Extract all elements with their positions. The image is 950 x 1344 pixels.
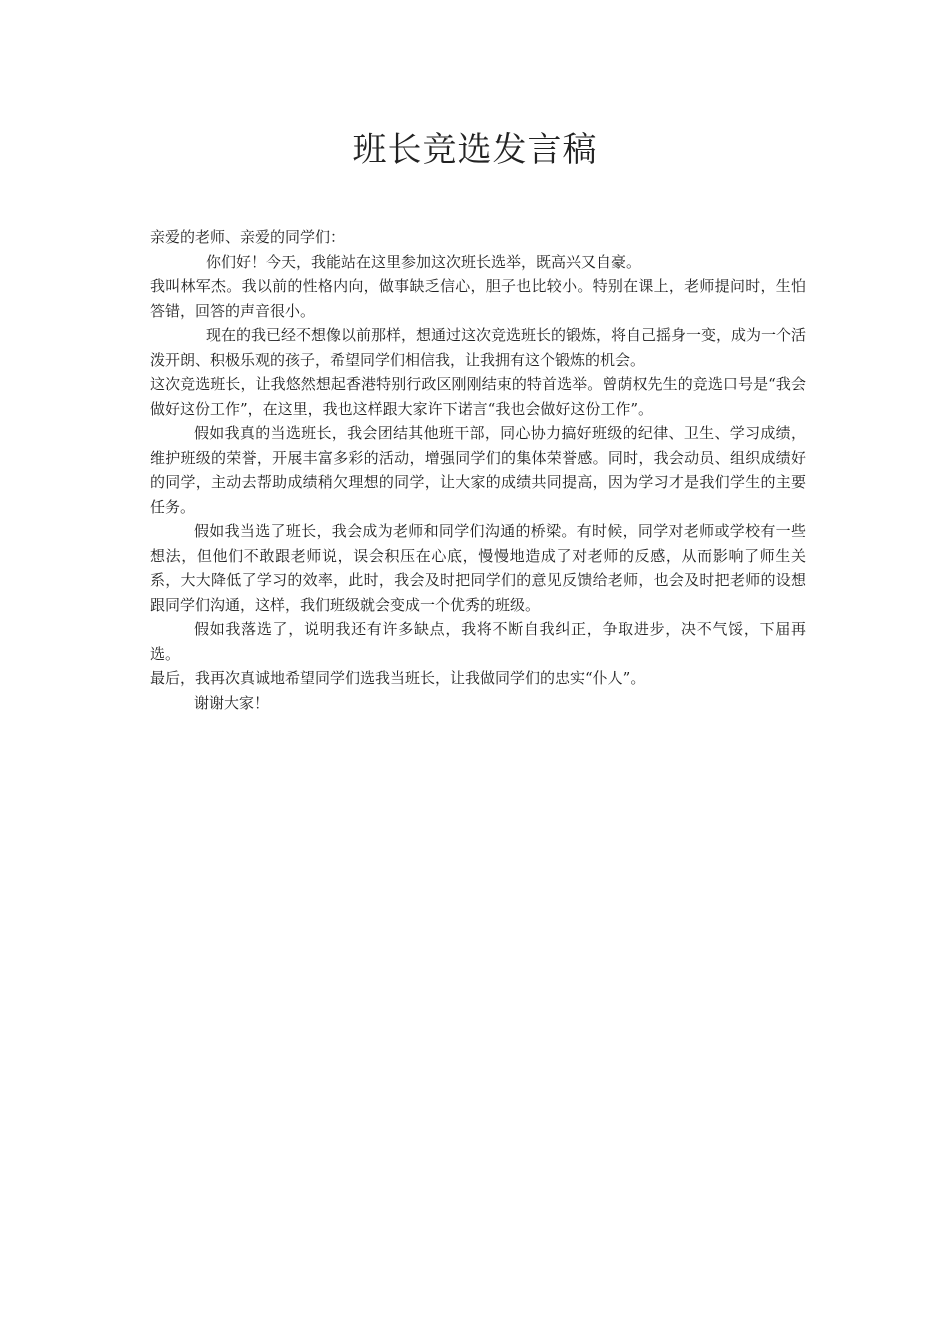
paragraph-greeting: 你们好！今天，我能站在这里参加这次班长选举，既高兴又自豪。 xyxy=(206,252,642,271)
paragraph-inspiration: 这次竞选班长，让我悠然想起香港特别行政区刚刚结束的特首选举。曾荫权先生的竞选口号是“我会做好这份工作”，在这里，我也这样跟大家许下诺言“我也会做好这份工作”。 xyxy=(150,375,806,418)
paragraph-fallback: 假如我落选了，说明我还有许多缺点，我将不断自我纠正，争取进步，决不气馁，下届再选。 xyxy=(150,620,806,663)
paragraph-salutation: 亲爱的老师、亲爱的同学们： xyxy=(150,228,346,246)
paragraph-plan-2: 假如我当选了班长，我会成为老师和同学们沟通的桥梁。有时候，同学对老师或学校有一些想法，但他们不敢跟老师说，误会积压在心底，慢慢地造成了对老师的反感，从而影响了师生关系，大大降低了学习的效率，此时，我会及时把同学们的意见反馈给老师，也会及时把老师的设想跟同学们沟通，这样，我们班级就会变成一个优秀的班级。 xyxy=(150,522,806,614)
paragraph-intro: 我叫林军杰。我以前的性格内向，做事缺乏信心，胆子也比较小。特别在课上，老师提问时，生怕答错，回答的声音很小。 xyxy=(150,277,806,320)
paragraph-change: 现在的我已经不想像以前那样，想通过这次竞选班长的锻炼，将自己摇身一变，成为一个活泼开朗、积极乐观的孩子，希望同学们相信我，让我拥有这个锻炼的机会。 xyxy=(150,326,807,369)
paragraph-closing: 最后，我再次真诚地希望同学们选我当班长，让我做同学们的忠实“仆人”。 xyxy=(150,669,646,687)
document-body xyxy=(150,225,806,715)
paragraph-thanks: 谢谢大家！ xyxy=(194,693,270,712)
paragraph-plan-1: 假如我真的当选班长，我会团结其他班干部，同心协力搞好班级的纪律、卫生、学习成绩，维护班级的荣誉，开展丰富多彩的活动，增强同学们的集体荣誉感。同时，我会动员、组织成绩好的同学，主动去帮助成绩稍欠理想的同学，让大家的成绩共同提高，因为学习才是我们学生的主要任务。 xyxy=(150,424,806,516)
document-title: 班长竞选发言稿 xyxy=(352,130,598,170)
